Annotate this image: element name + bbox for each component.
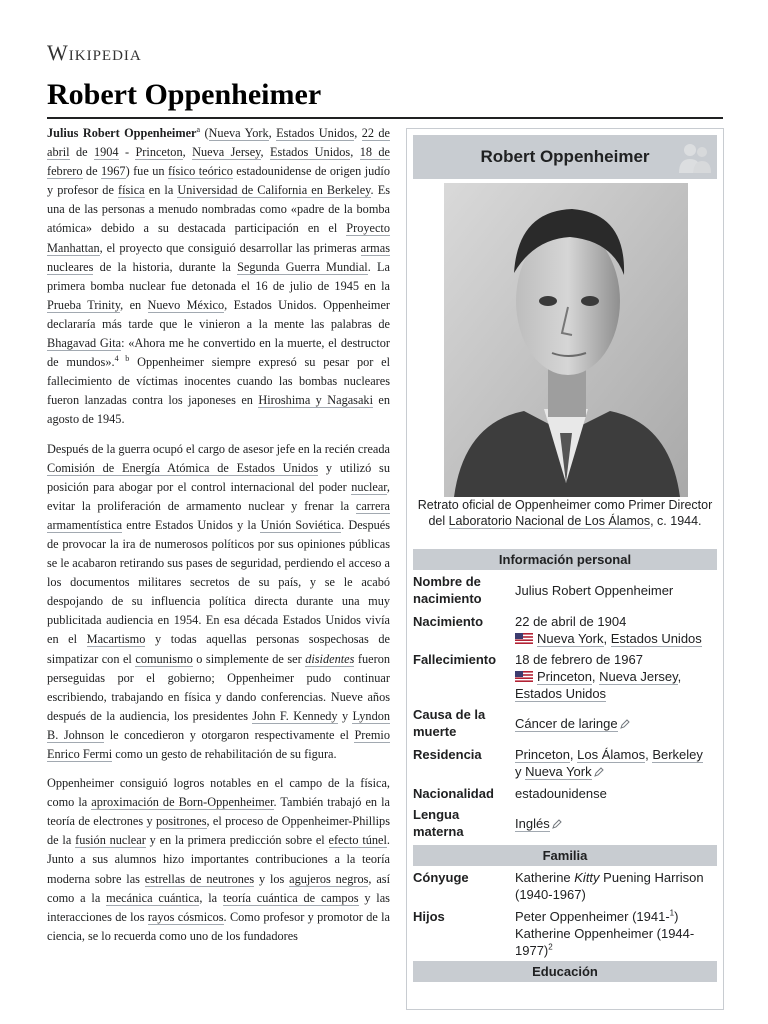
value-children: [515, 908, 715, 959]
value-birth: 22 de abril de 1904 Nueva York, Estados Unidos: [515, 614, 702, 646]
page-title: Robert Oppenheimer: [47, 78, 322, 111]
text-run: . También trabajó en la teoría de electrones y: [47, 795, 390, 829]
text-run: . La primera bomba nuclear fue detonada el 16 de julio de 1945 en la: [47, 259, 390, 293]
portrait-photo[interactable]: [444, 183, 688, 497]
article-link[interactable]: efecto túnel: [328, 833, 387, 848]
infobox: [406, 128, 724, 1010]
text-run: Después de la guerra ocupó el cargo de asesor jefe en la recién creada: [47, 441, 390, 456]
link-estados-unidos[interactable]: Estados Unidos: [610, 631, 702, 646]
article-link[interactable]: Segunda Guerra Mundial: [237, 259, 368, 274]
article-link[interactable]: teoría cuántica de campos: [222, 890, 359, 905]
article-link[interactable]: Lyndon B. Johnson: [47, 708, 391, 742]
link-los-alamos[interactable]: Los Álamos: [577, 747, 646, 762]
row-spouse: [413, 869, 717, 905]
text-run: fueron perseguidas por el gobierno; Oppenheimer pudo continuar escribiendo, trabajando en física y dando conferencias. Nueve años después de la audiencia, los presidentes: [47, 651, 390, 723]
link-ingles[interactable]: Inglés: [515, 816, 550, 831]
label-nationality: Nacionalidad: [413, 786, 494, 801]
text-run: Oppenheimer siempre expresó su pesar por el fallecimiento de víctimas inocentes cuando las bombas nucleares fueron lanzadas contra los japoneses en: [47, 355, 390, 408]
child-1-ref[interactable]: 1: [669, 908, 675, 918]
article-link[interactable]: Estados Unidos: [270, 145, 351, 160]
text-run: ,: [260, 145, 271, 160]
article-link[interactable]: Unión Soviética: [260, 517, 342, 532]
text-run: (: [200, 126, 209, 140]
article-link[interactable]: nuclear: [351, 479, 387, 494]
text-run: y los: [254, 871, 290, 886]
value-cause-of-death: [515, 715, 715, 732]
text-run: , en: [120, 297, 148, 312]
article-link[interactable]: 22 de abril: [47, 126, 391, 160]
edit-pencil-icon[interactable]: [620, 719, 630, 729]
spouse-name-start: Katherine: [515, 870, 575, 885]
article-link[interactable]: Macartismo: [86, 632, 146, 647]
article-link[interactable]: positrones: [155, 814, 207, 829]
section-header-personal: Información personal: [413, 549, 717, 570]
link-nueva-jersey[interactable]: Nueva Jersey: [599, 669, 678, 684]
text-run: de: [82, 164, 101, 179]
text-run: ,: [182, 145, 193, 160]
section-header-family: Familia: [413, 845, 717, 866]
paragraph-achievements: [47, 774, 390, 946]
value-spouse: [515, 869, 715, 903]
label-birth: Nacimiento: [413, 614, 484, 629]
caption-text: Retrato oficial de Oppenheimer como Primer Director del: [417, 498, 713, 528]
text-run: . Después de provocar la ira de numerosos políticos por sus opiniones públicas se le acabaron retirando sus pases de seguridad, perdiendo el acceso a los documentos militares secretos de su país, y se le acabó despojando de su influencia política directa durante una muy publicitada audiencia en 1954. En esa década Estados Unidos vivía en el: [47, 517, 390, 647]
flag-usa-icon: [515, 633, 533, 644]
text-run: , la: [199, 890, 223, 905]
child-2: Katherine Oppenheimer (1944-1977): [515, 926, 695, 958]
link-los-alamos-lab[interactable]: Laboratorio Nacional de Los Álamos: [448, 514, 651, 528]
label-death: Fallecimiento: [413, 652, 497, 667]
child-2-ref[interactable]: 2: [548, 942, 553, 952]
article-link[interactable]: física: [118, 183, 145, 198]
flag-usa-icon: [515, 671, 533, 682]
edit-pencil-icon[interactable]: [552, 819, 562, 829]
row-birth-name: [413, 573, 717, 611]
conjunction: y: [515, 764, 522, 779]
article-link[interactable]: John F. Kennedy: [252, 708, 338, 723]
text-run: le concedieron y otorgaron respectivamente el: [104, 727, 355, 742]
text-run: Oppenheimer consiguió logros notables en el campo de la física, como la: [47, 776, 390, 810]
article-link[interactable]: mecánica cuántica: [106, 890, 200, 905]
text-run: , el proceso de Oppenheimer-Phillips de la: [47, 814, 390, 848]
article-link[interactable]: comunismo: [135, 651, 193, 666]
text-run: y las interacciones de los: [47, 890, 390, 924]
spouse-nickname: Kitty: [574, 870, 600, 885]
article-link[interactable]: armas nucleares: [47, 240, 390, 274]
text-run: . Como profesor y promotor de la ciencia, se lo recuerda como uno de los fundadores: [47, 909, 391, 943]
article-link[interactable]: disidentes: [305, 651, 355, 666]
photo-caption: [413, 497, 717, 529]
link-nueva-york[interactable]: Nueva York: [537, 631, 604, 646]
article-link[interactable]: 1904: [93, 145, 119, 160]
article-link[interactable]: Hiroshima y Nagasaki: [258, 393, 373, 408]
caption-date: , c. 1944.: [650, 514, 702, 528]
value-language: [515, 815, 715, 832]
value-residence: Princeton, Los Álamos, Berkeley y Nueva York: [515, 747, 703, 779]
article-link[interactable]: Princeton: [135, 145, 183, 160]
link-princeton[interactable]: Princeton: [537, 669, 592, 684]
text-run: . Es una de las personas a menudo nombradas como «padre de la bomba atómica» debido a su destacada participación en el: [47, 183, 390, 236]
reference-link[interactable]: a: [196, 124, 201, 134]
text-run: ,: [350, 145, 360, 160]
text-run: como un gesto de rehabilitación de su figura.: [112, 747, 337, 761]
wikipedia-wordmark[interactable]: Wikipedia: [47, 40, 142, 65]
text-run: , Estados Unidos. Oppenheimer declararía más tarde que le vinieron a la mente las palabras de: [47, 297, 390, 331]
label-residence: Residencia: [413, 747, 482, 762]
link-princeton[interactable]: Princeton: [515, 747, 570, 762]
article-link[interactable]: 1967: [100, 164, 126, 179]
link-estados-unidos[interactable]: Estados Unidos: [515, 686, 607, 701]
article-link[interactable]: estrellas de neutrones: [144, 871, 255, 886]
text-run: y: [337, 708, 353, 723]
link-cancer-laringe[interactable]: Cáncer de laringe: [515, 716, 618, 731]
value-death: 18 de febrero de 1967 Princeton, Nueva Jersey, Estados Unidos: [515, 652, 682, 701]
article-link[interactable]: Comisión de Energía Atómica de Estados Unidos: [47, 460, 319, 475]
label-spouse: Cónyuge: [413, 870, 469, 885]
reference-link[interactable]: 4 b: [114, 354, 130, 364]
row-language: [413, 806, 717, 844]
label-language: Lengua materna: [413, 807, 464, 839]
article-link[interactable]: agujeros negros: [289, 871, 369, 886]
text-run: entre Estados Unidos y la: [122, 517, 261, 532]
article-link[interactable]: Nueva Jersey: [192, 145, 261, 160]
article-link[interactable]: fusión nuclear: [75, 833, 146, 848]
person-silhouette-icon: [677, 139, 713, 175]
row-children: [413, 908, 717, 962]
text-run: ,: [354, 126, 362, 140]
link-berkeley[interactable]: Berkeley: [652, 747, 703, 762]
subject-name: Julius Robert Oppenheimer: [47, 126, 197, 140]
text-run: , el proyecto que consiguió desarrollar las primeras: [99, 240, 361, 255]
text-run: en la: [144, 183, 178, 198]
row-nationality: [413, 785, 717, 805]
text-run: -: [118, 145, 136, 160]
text-run: : «Ahora me he convertido en la muerte, el destructor de mundos».: [47, 336, 391, 370]
article-link[interactable]: Bhagavad Gita: [47, 336, 122, 351]
article-link[interactable]: Universidad de California en Berkeley: [177, 183, 371, 198]
text-run: ) fue un: [125, 164, 168, 179]
label-children: Hijos: [413, 909, 445, 924]
value-nationality: estadounidense: [515, 786, 607, 801]
article-link[interactable]: Premio Enrico Fermi: [47, 727, 390, 761]
edit-pencil-icon[interactable]: [594, 767, 604, 777]
paragraph-intro: [47, 124, 390, 430]
article-link[interactable]: carrera armamentística: [47, 498, 390, 532]
article-body: [47, 124, 390, 956]
article-link[interactable]: Prueba Trinity: [47, 297, 121, 312]
text-run: y en la primera predicción sobre el: [145, 833, 329, 848]
spouse-name-end: Puening Harrison (1940-1967): [515, 870, 704, 902]
article-link[interactable]: Estados Unidos: [276, 126, 355, 140]
article-link[interactable]: Proyecto Manhattan: [47, 221, 390, 255]
text-run: ,: [268, 126, 277, 140]
text-run: . Junto a sus alumnos hizo importantes contribuciones a la teoría moderna sobre las: [47, 833, 390, 886]
text-run: estadounidense de origen judío y profesor de: [47, 164, 390, 198]
infobox-title: [413, 135, 717, 179]
child-1: Peter Oppenheimer (1941-: [515, 909, 670, 924]
article-link[interactable]: físico teórico: [167, 164, 233, 179]
infobox-title-text: Robert Oppenheimer: [480, 147, 650, 166]
text-run: en agosto de 1945.: [47, 393, 391, 427]
link-nueva-york[interactable]: Nueva York: [525, 764, 592, 779]
row-death: [413, 651, 717, 703]
row-birth: [413, 613, 717, 649]
birth-date: 22 de abril de 1904: [515, 614, 627, 629]
child-1-end: ): [674, 909, 679, 924]
text-run: , así como a la: [47, 871, 390, 905]
text-run: de: [69, 145, 94, 160]
text-run: y utilizó su posición para abogar por el control internacional del poder: [47, 460, 390, 494]
label-cause-of-death: Causa de la muerte: [413, 707, 486, 739]
value-birth-name: Julius Robert Oppenheimer: [515, 583, 674, 598]
section-header-education: Educación: [413, 961, 717, 982]
text-run: y todas aquellas personas sospechosas de simpatizar con el: [47, 632, 390, 666]
death-date: 18 de febrero de 1967: [515, 652, 643, 667]
article-link[interactable]: aproximación de Born-Oppenheimer: [91, 795, 274, 810]
title-divider: [47, 117, 723, 119]
row-residence: [413, 746, 717, 784]
text-run: o simplemente de ser: [192, 651, 306, 666]
row-cause-of-death: [413, 706, 717, 744]
article-link[interactable]: Nueva York: [208, 126, 269, 140]
label-birth-name: Nombre de nacimiento: [413, 574, 482, 606]
paragraph-postwar: [47, 440, 390, 765]
article-link[interactable]: 18 de febrero: [47, 145, 390, 179]
text-run: de la historia, durante la: [93, 259, 238, 274]
article-link[interactable]: Nuevo México: [147, 297, 225, 312]
text-run: , evitar la proliferación de armamento nuclear y frenar la: [47, 479, 390, 513]
article-link[interactable]: rayos cósmicos: [147, 909, 224, 924]
